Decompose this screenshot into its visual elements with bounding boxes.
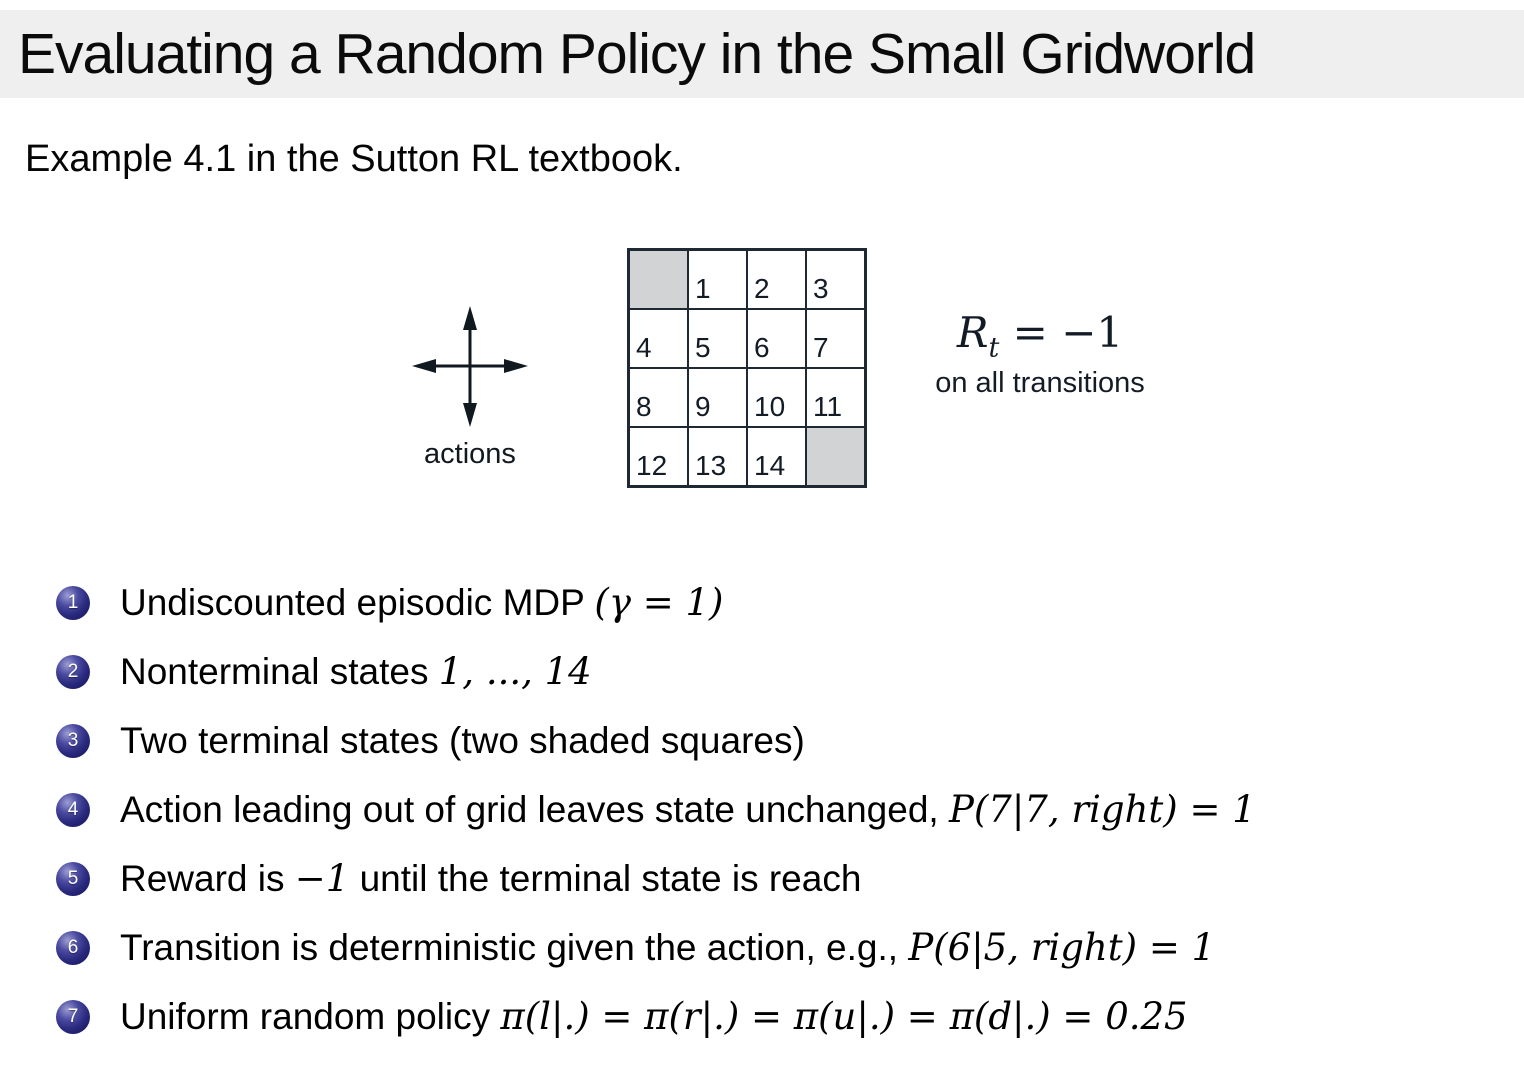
item-number-badge: 6 bbox=[56, 931, 90, 965]
grid-cell: 12 bbox=[629, 427, 688, 486]
grid-cell: 2 bbox=[747, 250, 806, 309]
text-segment: Nonterminal states bbox=[120, 651, 439, 692]
grid-cell: 10 bbox=[747, 368, 806, 427]
grid-cell-terminal bbox=[629, 250, 688, 309]
subtitle-text: Example 4.1 in the Sutton RL textbook. bbox=[25, 138, 683, 180]
grid-cell: 6 bbox=[747, 309, 806, 368]
math-segment: −1 bbox=[294, 857, 350, 900]
text-segment: Action leading out of grid leaves state unchanged, bbox=[120, 789, 949, 830]
list-item bbox=[56, 706, 1518, 775]
grid-cell-terminal bbox=[806, 427, 865, 486]
math-segment: (γ = 1) bbox=[594, 581, 724, 624]
grid-cell: 5 bbox=[688, 309, 747, 368]
actions-cross-icon bbox=[404, 300, 536, 433]
grid-cell: 14 bbox=[747, 427, 806, 486]
grid-cell: 4 bbox=[629, 309, 688, 368]
grid-cell: 8 bbox=[629, 368, 688, 427]
math-segment: P(6|5, right) = 1 bbox=[908, 926, 1216, 969]
list-item-text bbox=[120, 650, 592, 693]
grid-cell: 7 bbox=[806, 309, 865, 368]
list-item bbox=[56, 913, 1518, 982]
math-segment: 1, ..., 14 bbox=[438, 650, 592, 693]
grid-cell: 9 bbox=[688, 368, 747, 427]
grid-cell: 3 bbox=[806, 250, 865, 309]
text-segment: Transition is deterministic given the action, e.g., bbox=[120, 927, 909, 968]
item-number-badge: 1 bbox=[56, 586, 90, 620]
item-number-badge: 4 bbox=[56, 793, 90, 827]
gridworld-grid bbox=[627, 248, 867, 488]
list-item-text bbox=[120, 857, 861, 900]
item-number-badge: 3 bbox=[56, 724, 90, 758]
list-item-text bbox=[120, 581, 723, 624]
property-list bbox=[56, 568, 1518, 1051]
text-segment: Reward is bbox=[120, 858, 295, 899]
math-segment: P(7|7, right) = 1 bbox=[948, 788, 1256, 831]
reward-variable: R bbox=[956, 308, 989, 357]
reward-formula bbox=[912, 308, 1168, 364]
item-number-badge: 7 bbox=[56, 1000, 90, 1034]
page-title: Evaluating a Random Policy in the Small Gridworld bbox=[18, 22, 1256, 86]
item-number-badge: 2 bbox=[56, 655, 90, 689]
grid-cell: 11 bbox=[806, 368, 865, 427]
list-item bbox=[56, 637, 1518, 706]
list-item-text bbox=[120, 788, 1256, 831]
list-item bbox=[56, 775, 1518, 844]
item-number-badge: 5 bbox=[56, 862, 90, 896]
list-item bbox=[56, 982, 1518, 1051]
reward-subscript: t bbox=[988, 332, 1000, 364]
grid-cell: 13 bbox=[688, 427, 747, 486]
text-segment: Two terminal states (two shaded squares) bbox=[120, 719, 805, 761]
reward-caption: on all transitions bbox=[935, 367, 1145, 400]
list-item-text bbox=[120, 995, 1188, 1038]
text-segment: Uniform random policy bbox=[120, 996, 501, 1037]
reward-annotation bbox=[912, 308, 1168, 400]
list-item bbox=[56, 568, 1518, 637]
reward-value: = −1 bbox=[999, 308, 1124, 357]
text-segment: Undiscounted episodic MDP bbox=[120, 582, 595, 623]
actions-label: actions bbox=[424, 438, 516, 470]
text-segment: until the terminal state is reach bbox=[349, 858, 862, 899]
list-item bbox=[56, 844, 1518, 913]
gridworld-figure bbox=[0, 0, 1524, 520]
grid-cell: 1 bbox=[688, 250, 747, 309]
list-item-text bbox=[120, 720, 805, 762]
math-segment: π(l|.) = π(r|.) = π(u|.) = π(d|.) = 0.25 bbox=[500, 995, 1188, 1038]
list-item-text bbox=[120, 926, 1215, 969]
